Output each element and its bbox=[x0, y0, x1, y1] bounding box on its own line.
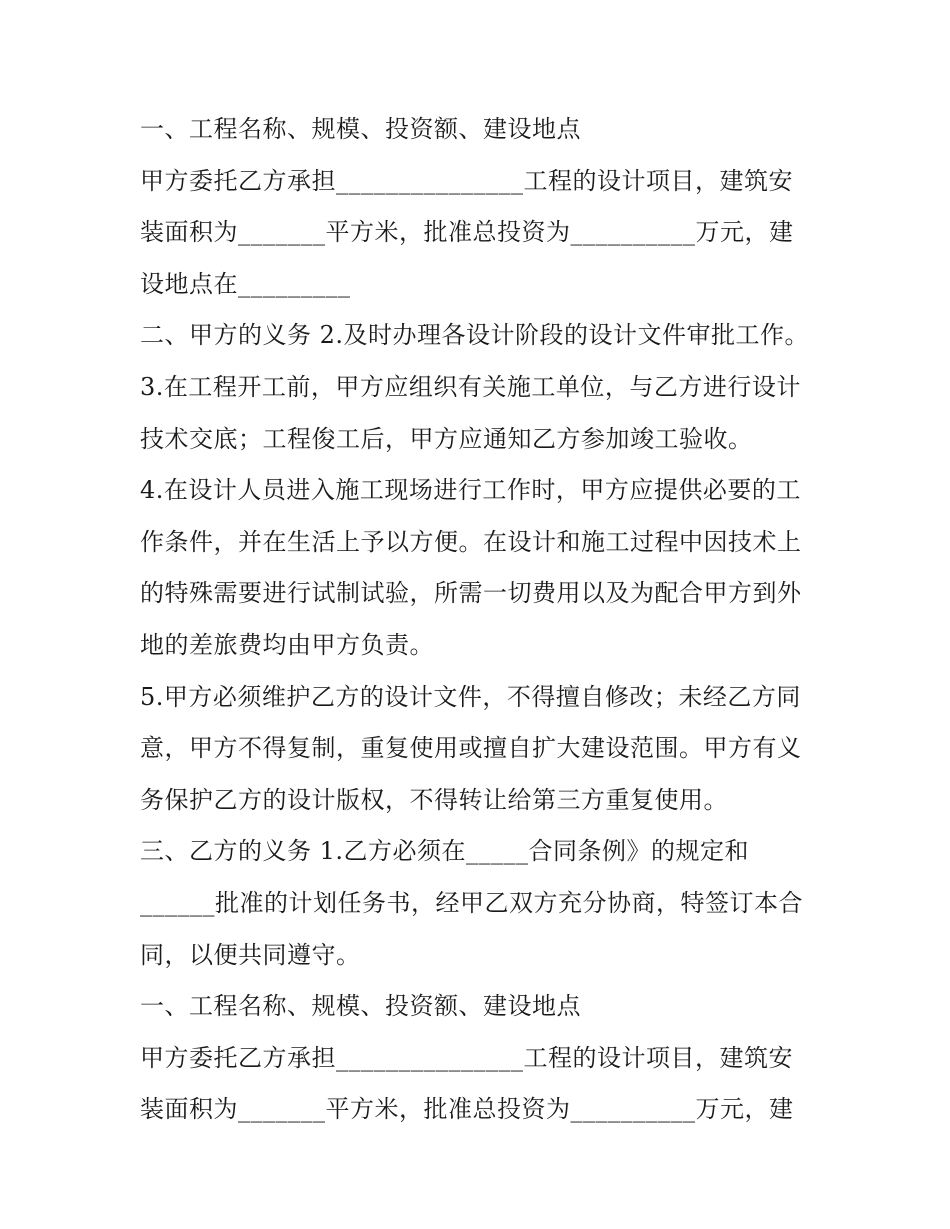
text-line: 装面积为_______平方米，批准总投资为__________万元，建 bbox=[140, 1095, 794, 1124]
text-line: 意，甲方不得复制，重复使用或擅自扩大建设范围。甲方有义 bbox=[140, 734, 802, 763]
text-line: 三、乙方的义务 1.乙方必须在_____合同条例》的规定和 bbox=[140, 837, 750, 866]
text-line: 5.甲方必须维护乙方的设计文件，不得擅自修改；未经乙方同 bbox=[140, 682, 801, 711]
text-line: 甲方委托乙方承担_______________工程的设计项目，建筑安 bbox=[140, 166, 793, 195]
text-line: 同，以便共同遵守。 bbox=[140, 940, 361, 969]
text-line: 二、甲方的义务 2.及时办理各设计阶段的设计文件审批工作。 bbox=[140, 321, 810, 350]
text-line: 甲方委托乙方承担_______________工程的设计项目，建筑安 bbox=[140, 1043, 793, 1072]
text-line: 技术交底；工程俊工后，甲方应通知乙方参加竣工验收。 bbox=[140, 424, 753, 453]
text-line: 务保护乙方的设计版权，不得转让给第三方重复使用。 bbox=[140, 785, 728, 814]
text-line: 一、工程名称、规模、投资额、建设地点 bbox=[140, 992, 581, 1021]
text-line: 的特殊需要进行试制试验，所需一切费用以及为配合甲方到外 bbox=[140, 579, 802, 608]
document-body bbox=[140, 104, 820, 1136]
text-line: ______批准的计划任务书，经甲乙双方充分协商，特签订本合 bbox=[140, 888, 803, 917]
text-line: 设地点在_________ bbox=[140, 269, 351, 298]
text-line: 地的差旅费均由甲方负责。 bbox=[140, 630, 434, 659]
text-line: 3.在工程开工前，甲方应组织有关施工单位，与乙方进行设计 bbox=[140, 372, 801, 401]
text-line: 作条件，并在生活上予以方便。在设计和施工过程中因技术上 bbox=[140, 527, 802, 556]
text-line: 装面积为_______平方米，批准总投资为__________万元，建 bbox=[140, 218, 794, 247]
text-line: 4.在设计人员进入施工现场进行工作时，甲方应提供必要的工 bbox=[140, 476, 801, 505]
text-line: 一、工程名称、规模、投资额、建设地点 bbox=[140, 115, 581, 143]
